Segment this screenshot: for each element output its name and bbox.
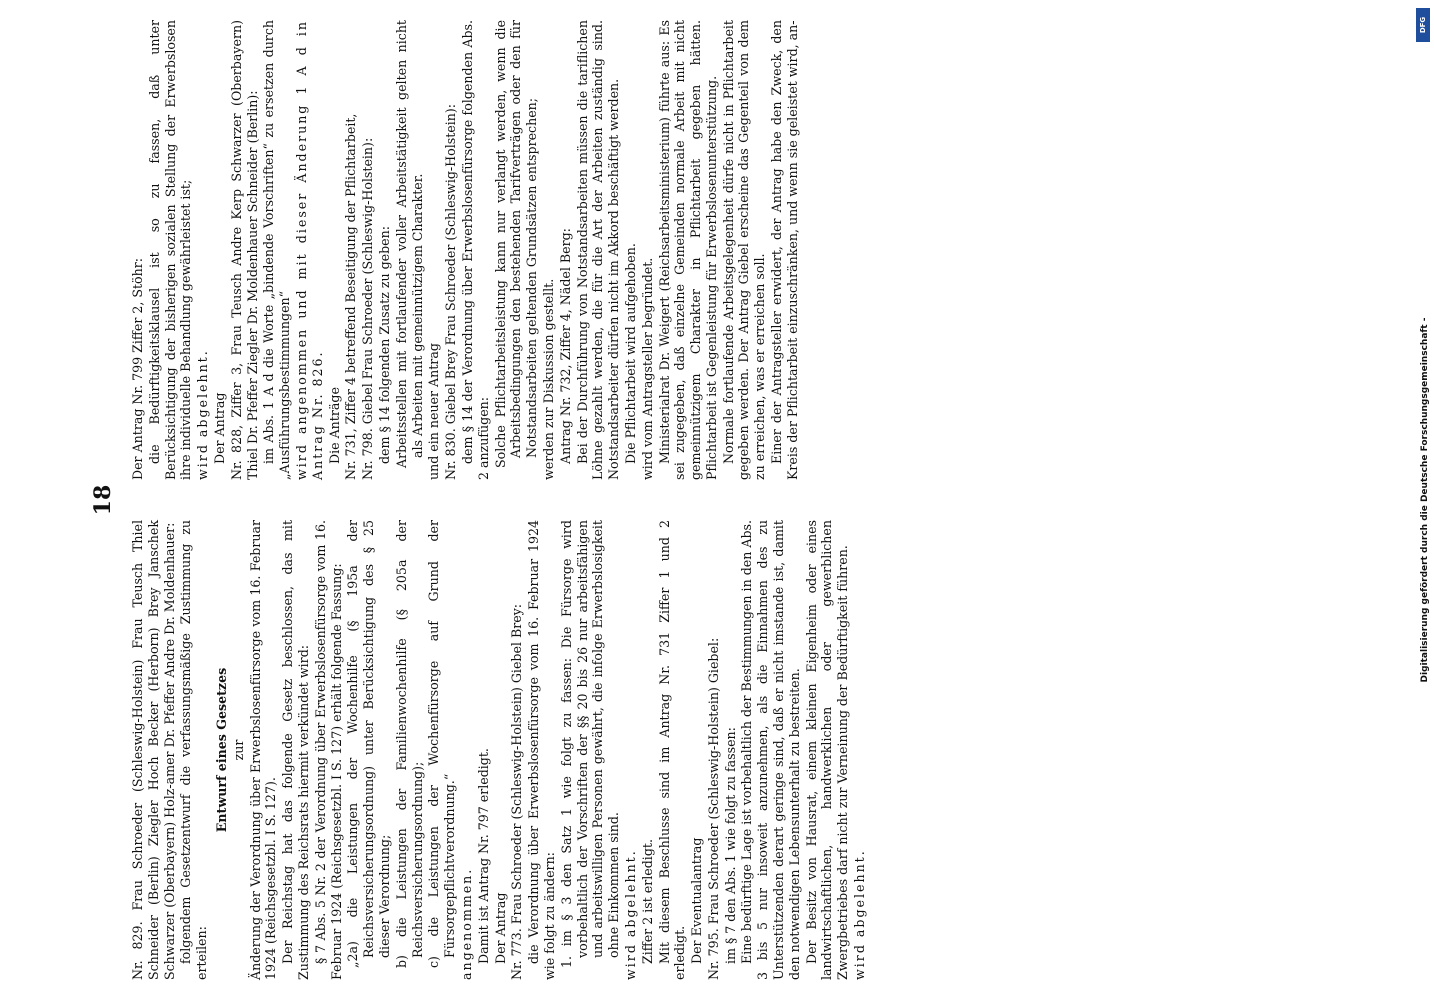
digitization-credit — [1400, 0, 1434, 1000]
left-column — [130, 520, 869, 980]
paragraph: im Abs. 1 A d die Worte „bindende Vorschriften“ zu ersetzen durch „Ausführungsbestimmungen“ — [261, 20, 293, 480]
paragraph: wird abgelehnt. — [622, 849, 638, 980]
paragraph: Mit diesem Beschlusse sind im Antrag Nr. 731 Ziffer 1 und 2 erledigt. — [656, 520, 688, 980]
paragraph: wird abgelehnt. — [195, 349, 211, 480]
paragraph: Damit ist Antrag Nr. 797 erledigt. — [475, 748, 491, 964]
paragraph: angenommen. — [458, 867, 474, 980]
dfg-logo: DFG — [1416, 8, 1430, 42]
paragraph: werden zur Diskussion gestellt. — [540, 278, 556, 480]
paragraph: dem § 14 der Verordnung über Erwerbslosenfürsorge folgenden Abs. 2 anzufügen: — [459, 20, 491, 480]
paragraph: Der Antrag — [211, 392, 227, 464]
credit-text: Digitalisierung gefördert durch die Deutsche Forschungsgemeinschaft - — [1420, 317, 1430, 683]
paragraph: Bei der Durchführung von Notstandsarbeiten müssen die tariflichen Löhne gezahlt werden, die für die Art der Arbeiten zuständig sind. Notstandsarbeiter dürfen nicht im Akkord beschäftigt werden. — [574, 20, 622, 480]
paragraph: Eine bedürftige Lage ist vorbehaltlich der Bestimmungen in den Abs. 3 bis 5 nur insoweit anzunehmen, als die Einnahmen des zu Unterstützenden derart geringe sind, daß er nicht imstande ist, damit den notwendigen Lebensunterhalt zu bestreiten. — [739, 520, 802, 980]
paragraph: die Bedürftigkeitsklausel ist so zu fassen, daß unter Berücksichtigung der bisherigen sozialen Stellung der Erwerbslosen ihre individuelle Behandlung gewährleistet ist; — [146, 20, 194, 480]
paragraph: b) die Leistungen der Familienwochenhilfe (§ 205a der Reichsversicherungsordnung); — [393, 520, 425, 968]
paragraph: Antrag Nr. 732, Ziffer 4, Nädel Berg: — [557, 228, 573, 464]
page-number: 18 — [90, 484, 116, 516]
paragraph: die Verordnung über Erwerbslosenfürsorge vom 16. Februar 1924 wie folgt zu ändern: — [526, 520, 557, 980]
right-column — [130, 20, 802, 480]
paragraph: Ministerialrat Dr. Weigert (Reichsarbeitsministerium) führte aus: Es sei zugegeben, daß einzelne Gemeinden normale Arbeit mit nicht gemeinnützigem Charakter in Pflichtarbeit gegeben hätten. Pflichtarbeit ist Gegenleistung für Erwerbslosenunterstützung. — [656, 20, 719, 480]
paragraph: Nr. 731, Ziffer 4 betreffend Beseitigung der Pflichtarbeit, — [343, 113, 359, 480]
paragraph: und ein neuer Antrag — [426, 343, 442, 480]
paragraph: Der Besitz von Hausrat, einem kleinen Eigenheim oder eines landwirtschaftlichen, handwerklichen oder gewerblichen Zwergbetriebes darf nicht zur Verneinung der Bedürftigkeit führen. — [803, 520, 851, 980]
paragraph: Arbeitsstellen mit fortlaufender voller Arbeitstätigkeit gelten nicht als Arbeiten mit gemeinnützigem Charakter. — [393, 20, 425, 468]
paragraph: Nr. 829. Frau Schroeder (Schleswig-Holstein) Frau Teusch Thiel Schneider (Berlin) Ziegler Hoch Becker (Herborn) Brey Janschek Schwarzer (Oberbayern) Holz-amer Dr. Pfeffer Andre Dr. Moldenhauer: — [130, 520, 177, 980]
paragraph: Einer der Antragsteller erwidert, der Antrag habe den Zweck, den Kreis der Pflichtarbeit einzuschränken, und wenn sie geleistet wird, an- — [769, 20, 800, 480]
paragraph: Solche Pflichtarbeitsleistung kann nur verlangt werden, wenn die Arbeitsbedingungen den bestehenden Tarifverträgen oder den für Notstandsarbeiten geltenden Grundsätzen entsprechen; — [492, 20, 540, 468]
paragraph: dem § 14 folgenden Zusatz zu geben: — [376, 226, 392, 464]
paragraph: Der Eventualantrag — [689, 837, 705, 964]
paragraph: Die Anträge — [326, 387, 342, 464]
paragraph: Der Antrag — [492, 892, 508, 964]
paragraph: im § 7 den Abs. 1 wie folgt zu fassen: — [722, 727, 738, 964]
paragraph: Die Pflichtarbeit wird aufgehoben. — [622, 243, 638, 464]
paragraph: wird angenommen und mit dieser Änderung 1 A d in Antrag Nr. 826. — [293, 20, 325, 480]
paragraph: § 7 Abs. 5 Nr. 2 der Verordnung über Erwerbslosenfürsorge vom 16. Februar 1924 (Reichsgesetzbl. I S. 127) erhält folgende Fassung: — [312, 520, 344, 980]
paragraph: folgendem Gesetzentwurf die verfassungsmäßige Zustimmung zu erteilen: — [178, 520, 210, 980]
paragraph: Der Reichstag hat das folgende Gesetz beschlossen, das mit Zustimmung des Reichsrats hiermit verkündet wird: — [280, 520, 311, 980]
paragraph: Der Antrag Nr. 799 Ziffer 2, Stöhr: — [130, 257, 145, 480]
paragraph: Ziffer 2 ist erledigt. — [639, 839, 655, 964]
paragraph: Änderung der Verordnung über Erwerbslosenfürsorge vom 16. Februar 1924 (Reichsgesetzbl. I S. 127). — [247, 520, 279, 980]
heading: Entwurf eines Gesetzes — [213, 667, 229, 833]
paragraph: zur — [230, 739, 246, 761]
paragraph: 1. im § 3 den Satz 1 wie folgt zu fassen: Die Fürsorge wird vorbehaltlich der Vorschriften der §§ 20 bis 26 nur arbeitsfähigen und arbeitswilligen Personen gewährt, die infolge Erwerbslosigkeit ohne Einkommen sind. — [558, 520, 622, 968]
paragraph: Nr. 828, Ziffer 3, Frau Teusch Andre Kerp Schwarzer (Oberbayern) Thiel Dr. Pfeffer Ziegler Dr. Moldenhauer Schneider (Berlin): — [228, 20, 260, 480]
paragraph: Nr. 773. Frau Schroeder (Schleswig-Holstein) Giebel Brey: — [509, 603, 525, 980]
paragraph: Normale fortlaufende Arbeitsgelegenheit dürfe nicht in Pflichtarbeit gegeben werden. Der Antrag Giebel erscheine das Gegenteil von dem zu erreichen, was er erreichen soll. — [720, 20, 768, 480]
paragraph: wird vom Antragsteller begründet. — [639, 257, 655, 480]
paragraph: Nr. 795. Frau Schroeder (Schleswig-Holstein) Giebel: — [705, 637, 721, 980]
paragraph: Nr. 798. Giebel Frau Schroeder (Schleswig-Holstein): — [360, 137, 376, 480]
paragraph: wird abgelehnt. — [852, 849, 868, 980]
paragraph: „2a) die Leistungen der Wochenhilfe (§ 195a der Reichsversicherungsordnung) unter Berücksichtigung des § 25 dieser Verordnung; — [345, 520, 392, 968]
paragraph: Nr. 830. Giebel Brey Frau Schroeder (Schleswig-Holstein): — [443, 103, 459, 480]
rotated-page — [90, 0, 1390, 1000]
paragraph: c) die Leistungen der Wochenfürsorge auf Grund der Fürsorgepflichtverordnung.“ — [426, 520, 458, 968]
